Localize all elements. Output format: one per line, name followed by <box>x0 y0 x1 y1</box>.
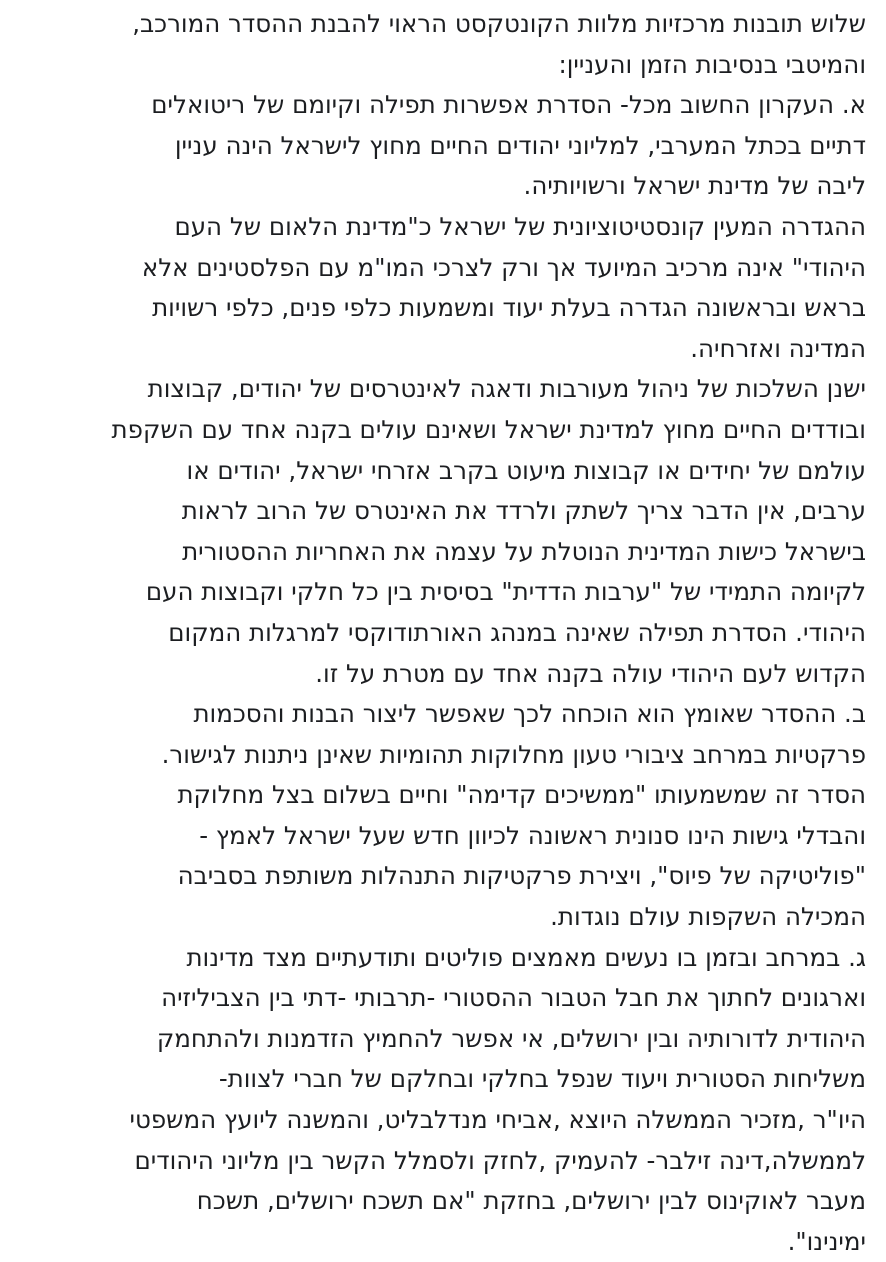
text-line: ב. ההסדר שאומץ הוא הוכחה לכך שאפשר ליצור הבנות והסכמות <box>193 699 866 729</box>
text-line: דתיים בכתל המערבי, למליוני יהודים החיים מחוץ לישראל הינה עניין <box>174 130 866 160</box>
text-line: היו"ר ,מזכיר הממשלה היוצא ,אביחי מנדלבליט, והמשנה ליועץ המשפטי <box>129 1105 866 1135</box>
text-line: המדינה ואזרחיה. <box>690 333 866 363</box>
text-line: ימינינו". <box>787 1226 866 1256</box>
text-line: היהודית לדורותיה ובין ירושלים, אי אפשר להחמיץ הזדמנות ולהתחמק <box>156 1023 866 1053</box>
text-line: ישנן השלכות של ניהול מעורבות ודאגה לאינטרסים של יהודים, קבוצות <box>147 374 866 404</box>
text-line: עולמם של יחידים או קבוצות מיעוט בקרב אזרחי ישראל, יהודים או <box>186 455 866 485</box>
text-line: לממשלה,דינה זילבר- להעמיק ,לחזק ולסמלל הקשר בין מליוני היהודים <box>134 1145 866 1175</box>
text-line: מעבר לאוקינוס לבין ירושלים, בחזקת "אם תשכח ירושלים, תשכח <box>196 1186 866 1216</box>
text-line: המכילה השקפות עולם נוגדות. <box>550 902 866 932</box>
text-line: והבדלי גישות הינו סנונית ראשונה לכיוון חדש שעל ישראל לאמץ - <box>199 820 866 850</box>
text-line: היהודי. הסדרת תפילה שאינה במנהג האורתודוקסי למרגלות המקום <box>168 617 866 647</box>
text-line: ההגדרה המעין קונסטיטוציונית של ישראל כ"מדינת הלאום של העם <box>174 211 866 241</box>
text-line: היהודי" אינה מרכיב המיועד אך ורק לצרכי המו"מ עם הפלסטינים אלא <box>141 252 866 282</box>
text-line: הקדוש לעם היהודי עולה בקנה אחד עם מטרת על זו. <box>315 658 866 688</box>
text-line: בישראל כישות המדינית הנוטלת על עצמה את האחריות ההסטורית <box>182 536 866 566</box>
text-line: א. העקרון החשוב מכל- הסדרת אפשרות תפילה וקיומם של ריטואלים <box>151 90 866 120</box>
text-line: "פוליטיקה של פיוס", ויצירת פרקטיקות התנהלות משותפת בסביבה <box>177 861 866 891</box>
text-line: והמיטבי בנסיבות הזמן והעניין: <box>558 49 866 79</box>
text-line: ובודדים החיים מחוץ למדינת ישראל ושאינם עולים בקנה אחד עם השקפת <box>111 414 866 444</box>
text-line: וארגונים לחתוך את חבל הטבור ההסטורי -תרבותי -דתי בין הצביליזיה <box>161 983 866 1013</box>
text-line: ג. במרחב ובזמן בו נעשים מאמצים פוליטים ותודעתיים מצד מדינות <box>186 942 866 972</box>
text-line: שלוש תובנות מרכזיות מלוות הקונטקסט הראוי להבנת ההסדר המורכב, <box>132 9 866 38</box>
text-line: בראש ובראשונה הגדרה בעלת יעוד ומשמעות כלפי פנים, כלפי רשויות <box>152 293 866 323</box>
text-line: ליבה של מדינת ישראל ורשויותיה. <box>523 171 866 201</box>
text-line: הסדר זה שמשמעותו "ממשיכים קדימה" וחיים בשלום בצל מחלוקת <box>177 780 866 810</box>
text-line: לקיומה התמידי של "ערבות הדדית" בסיסית בין כל חלקי וקבוצות העם <box>145 577 866 607</box>
text-line: פרקטיות במרחב ציבורי טעון מחלוקות תהומיות שאינן ניתנות לגישור. <box>161 739 866 769</box>
text-line: ערבים, אין הדבר צריך לשתק ולרדד את האינטרס של הרוב לראות <box>181 496 866 526</box>
text-line: משליחות הסטורית ויעוד שנפל בחלקי ובחלקם של חברי לצוות- <box>218 1064 866 1094</box>
